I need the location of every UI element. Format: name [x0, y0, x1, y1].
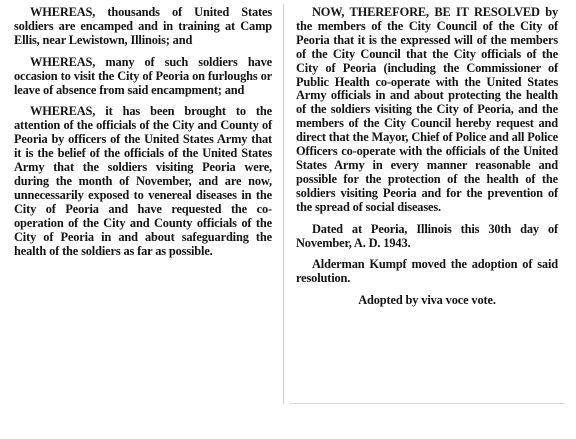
whereas-paragraph-2: WHEREAS, many of such soldiers have occasion to visit the City of Peoria on furloughs or leave of absence from said encampment; and: [14, 54, 272, 97]
dated-paragraph: Dated at Peoria, Illinois this 30th day of November, A. D. 1943.: [296, 221, 558, 250]
whereas-paragraph-3: WHEREAS, it has been brought to the attention of the officials of the City and County of Peoria by officers of the United States Army that it is the belief of the officials of the United States Army that the soldiers visiting Peoria were, during the month of November, and are now, unnecessarily exposed to venereal diseases in the City of Peoria and have requested the co-operation of the City and County officials of the City of Peoria in and about safeguarding the health of the soldiers as far as possible.: [14, 104, 272, 258]
adopted-line: Adopted by viva voce vote.: [358, 293, 496, 308]
left-column: [14, 6, 272, 258]
resolved-paragraph: NOW, THEREFORE, BE IT RESOLVED by the members of the City Council of the City of Peoria that it is the expressed will of the members of the City Council that the City officials of the City of Peoria (including the Commissioner of Public Health co-operate with the United States Army officials in and about protecting the health of the soldiers visiting the City of Peoria, and the members of the City Council hereby request and direct that the Mayor, Chief of Police and all Police Officers co-operate with the officials of the United States Army in every manner reasonable and possible for the protection of the health of the soldiers visiting Peoria and for the prevention of the spread of social diseases.: [296, 5, 558, 214]
whereas-paragraph-1: WHEREAS, thousands of United States soldiers are encamped and in training at Camp Ellis, near Lewistown, Illinois; and: [14, 5, 272, 47]
motion-paragraph: Alderman Kumpf moved the adoption of said resolution.: [296, 257, 558, 286]
column-divider: [283, 4, 284, 404]
bottom-rule: [289, 403, 565, 404]
right-column: [296, 6, 558, 308]
